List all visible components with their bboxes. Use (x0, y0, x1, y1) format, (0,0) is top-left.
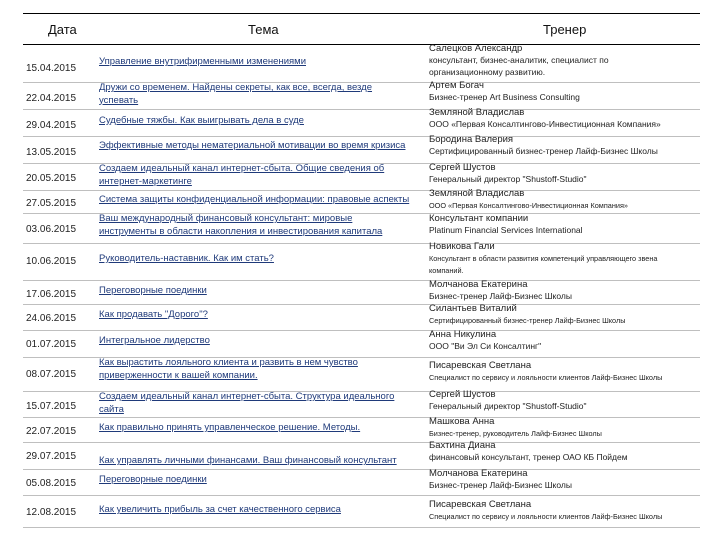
trainer-name: Молчанова Екатерина (429, 468, 528, 479)
topic-line: Как увеличить прибыль за счет качественного сервиса (99, 504, 341, 515)
header-top-rule (23, 13, 700, 14)
trainer-description (429, 372, 662, 384)
trainer-description (429, 200, 628, 212)
row-divider (23, 417, 700, 418)
row-topic-link[interactable] (99, 140, 405, 153)
trainer-name: Салецков Александр (429, 43, 523, 54)
topic-column-header: Тема (248, 22, 279, 37)
trainer-description (429, 119, 661, 131)
description-line: консультант, бизнес-аналитик, специалист по (429, 55, 609, 65)
row-date: 29.04.2015 (26, 120, 77, 131)
topic-line: сайта (99, 403, 124, 415)
topic-line: Эффективные методы нематериальной мотивации во время кризиса (99, 140, 406, 151)
topic-line: Как вырастить лояльного клиента и развить в нем чувство (99, 357, 358, 368)
topic-line: Руководитель-наставник. Как им стать? (99, 253, 274, 264)
trainer-name: Сергей Шустов (429, 389, 496, 400)
row-divider (23, 190, 700, 191)
trainer-name: Анна Никулина (429, 329, 497, 340)
topic-line: инструменты в области накопления и инвестирования капитала (99, 225, 383, 237)
description-line: ООО "Ви Эл Си Консалтинг" (429, 341, 542, 351)
row-topic-link[interactable] (99, 504, 341, 517)
row-date: 12.08.2015 (26, 507, 77, 518)
description-line: Сертифицированный бизнес-тренер Лайф-Бизнес Школы (429, 316, 626, 325)
row-topic-link[interactable] (99, 335, 210, 348)
description-line: компаний. (429, 265, 464, 275)
trainer-description (429, 480, 572, 492)
description-line: Генеральный директор "Shustoff-Studio" (429, 174, 587, 184)
trainer-description (429, 253, 657, 276)
description-line: Бизнес-тренер Лайф-Бизнес Школы (429, 480, 572, 490)
description-line: Бизнес-тренер Лайф-Бизнес Школы (429, 291, 572, 301)
row-divider (23, 109, 700, 110)
trainer-name: Силантьев Виталий (429, 303, 517, 314)
row-date: 13.05.2015 (26, 147, 77, 158)
row-topic-link[interactable] (99, 455, 397, 468)
row-date: 29.07.2015 (26, 451, 77, 462)
trainer-description (429, 225, 583, 237)
trainer-name: Земляной Владислав (429, 107, 525, 118)
description-line: Бизнес-тренер Art Business Consulting (429, 92, 580, 102)
row-topic-link[interactable] (99, 194, 409, 207)
row-topic-link[interactable] (99, 357, 358, 382)
topic-line: Создаем идеальный канал интернет-сбыта. Общие сведения об (99, 163, 385, 174)
row-date: 22.04.2015 (26, 93, 77, 104)
row-date: 01.07.2015 (26, 339, 77, 350)
topic-line: Ваш международный финансовый консультант: мировые (99, 213, 353, 224)
row-divider (23, 527, 700, 528)
row-date: 08.07.2015 (26, 369, 77, 380)
trainer-description (429, 92, 580, 104)
trainer-description (429, 55, 609, 78)
header-bottom-rule (23, 44, 700, 45)
trainer-description (429, 341, 541, 353)
trainer-name: Писаревская Светлана (429, 360, 532, 371)
description-line: ООО «Первая Консалтингово-Инвестиционная Компания» (429, 201, 628, 210)
trainer-description (429, 291, 572, 303)
description-line: Генеральный директор "Shustoff-Studio" (429, 401, 587, 411)
date-column-header: Дата (48, 22, 77, 37)
trainer-name: Бородина Валерия (429, 134, 514, 145)
topic-line: Дружи со временем. Найдены секреты, как все, всегда, везде (99, 82, 373, 93)
row-date: 15.07.2015 (26, 401, 77, 412)
topic-line: Интегральное лидерство (99, 335, 210, 346)
trainer-description (429, 174, 587, 186)
topic-line: Переговорные поединки (99, 285, 207, 296)
row-topic-link[interactable] (99, 82, 372, 107)
trainer-description (429, 452, 628, 464)
row-divider (23, 469, 700, 470)
topic-line: Как правильно принять управленческое решение. Методы. (99, 422, 361, 433)
row-date: 05.08.2015 (26, 478, 77, 489)
trainer-name: Бахтина Диана (429, 440, 496, 451)
topic-line: Судебные тяжбы. Как выигрывать дела в суде (99, 115, 304, 126)
row-topic-link[interactable] (99, 285, 207, 298)
row-divider (23, 442, 700, 443)
row-date: 27.05.2015 (26, 198, 77, 209)
description-line: Консультант в области развития компетенций управляющего звена (429, 254, 658, 263)
description-line: Специалист по сервису и лояльности клиентов Лайф-Бизнес Школы (429, 512, 663, 521)
row-date: 24.06.2015 (26, 313, 77, 324)
trainer-description (429, 511, 662, 523)
row-date: 15.04.2015 (26, 63, 77, 74)
trainer-description (429, 401, 587, 413)
trainer-name: Молчанова Екатерина (429, 279, 528, 290)
trainer-name: Артем Богач (429, 80, 484, 91)
topic-line: Система защиты конфиденциальной информации: правовые аспекты (99, 194, 410, 205)
description-line: Бизнес-тренер, руководитель Лайф-Бизнес Школы (429, 429, 602, 438)
trainer-name: Земляной Владислав (429, 188, 525, 199)
row-topic-link[interactable] (99, 474, 207, 487)
topic-line: интернет-маркетинге (99, 175, 192, 187)
trainer-description (429, 146, 658, 158)
trainer-name: Писаревская Светлана (429, 499, 532, 510)
row-topic-link[interactable] (99, 309, 208, 322)
description-line: организационному развитию. (429, 66, 546, 77)
row-divider (23, 304, 700, 305)
topic-line: приверженности к вашей компании. (99, 369, 258, 381)
row-divider (23, 280, 700, 281)
row-divider (23, 495, 700, 496)
row-divider (23, 330, 700, 331)
trainer-name: Сергей Шустов (429, 162, 496, 173)
row-topic-link[interactable] (99, 422, 360, 435)
trainer-name: Новикова Гали (429, 241, 495, 252)
trainer-name: Машкова Анна (429, 416, 495, 427)
row-date: 10.06.2015 (26, 256, 77, 267)
trainer-description (429, 315, 625, 327)
description-line: Специалист по сервису и лояльности клиентов Лайф-Бизнес Школы (429, 373, 663, 382)
row-topic-link[interactable] (99, 163, 384, 188)
row-topic-link[interactable] (99, 391, 394, 416)
topic-line: Переговорные поединки (99, 474, 207, 485)
row-topic-link[interactable] (99, 56, 306, 69)
row-divider (23, 136, 700, 137)
row-divider (23, 243, 700, 244)
row-date: 17.06.2015 (26, 289, 77, 300)
trainer-description (429, 428, 602, 440)
trainer-name: Консультант компании (429, 213, 529, 224)
row-topic-link[interactable] (99, 115, 304, 128)
topic-line: Создаем идеальный канал интернет-сбыта. Структура идеального (99, 391, 395, 402)
topic-line: Управление внутрифирменными изменениями (99, 56, 306, 67)
topic-line: успевать (99, 94, 139, 106)
trainer-column-header: Тренер (543, 22, 587, 37)
row-date: 03.06.2015 (26, 224, 77, 235)
topic-line: Как продавать "Дорого"? (99, 309, 208, 320)
table-header (0, 0, 720, 44)
description-line: ООО «Первая Консалтингово-Инвестиционная Компания» (429, 119, 661, 129)
description-line: Platinum Financial Services International (429, 225, 583, 235)
row-date: 22.07.2015 (26, 426, 77, 437)
row-topic-link[interactable] (99, 213, 382, 238)
row-date: 20.05.2015 (26, 173, 77, 184)
description-line: финансовый консультант, тренер ОАО КБ Пойдем (429, 452, 628, 462)
topic-line: Как управлять личными финансами. Ваш финансовый консультант (99, 455, 397, 466)
row-topic-link[interactable] (99, 253, 274, 266)
description-line: Сертифицированный бизнес-тренер Лайф-Бизнес Школы (429, 146, 658, 156)
